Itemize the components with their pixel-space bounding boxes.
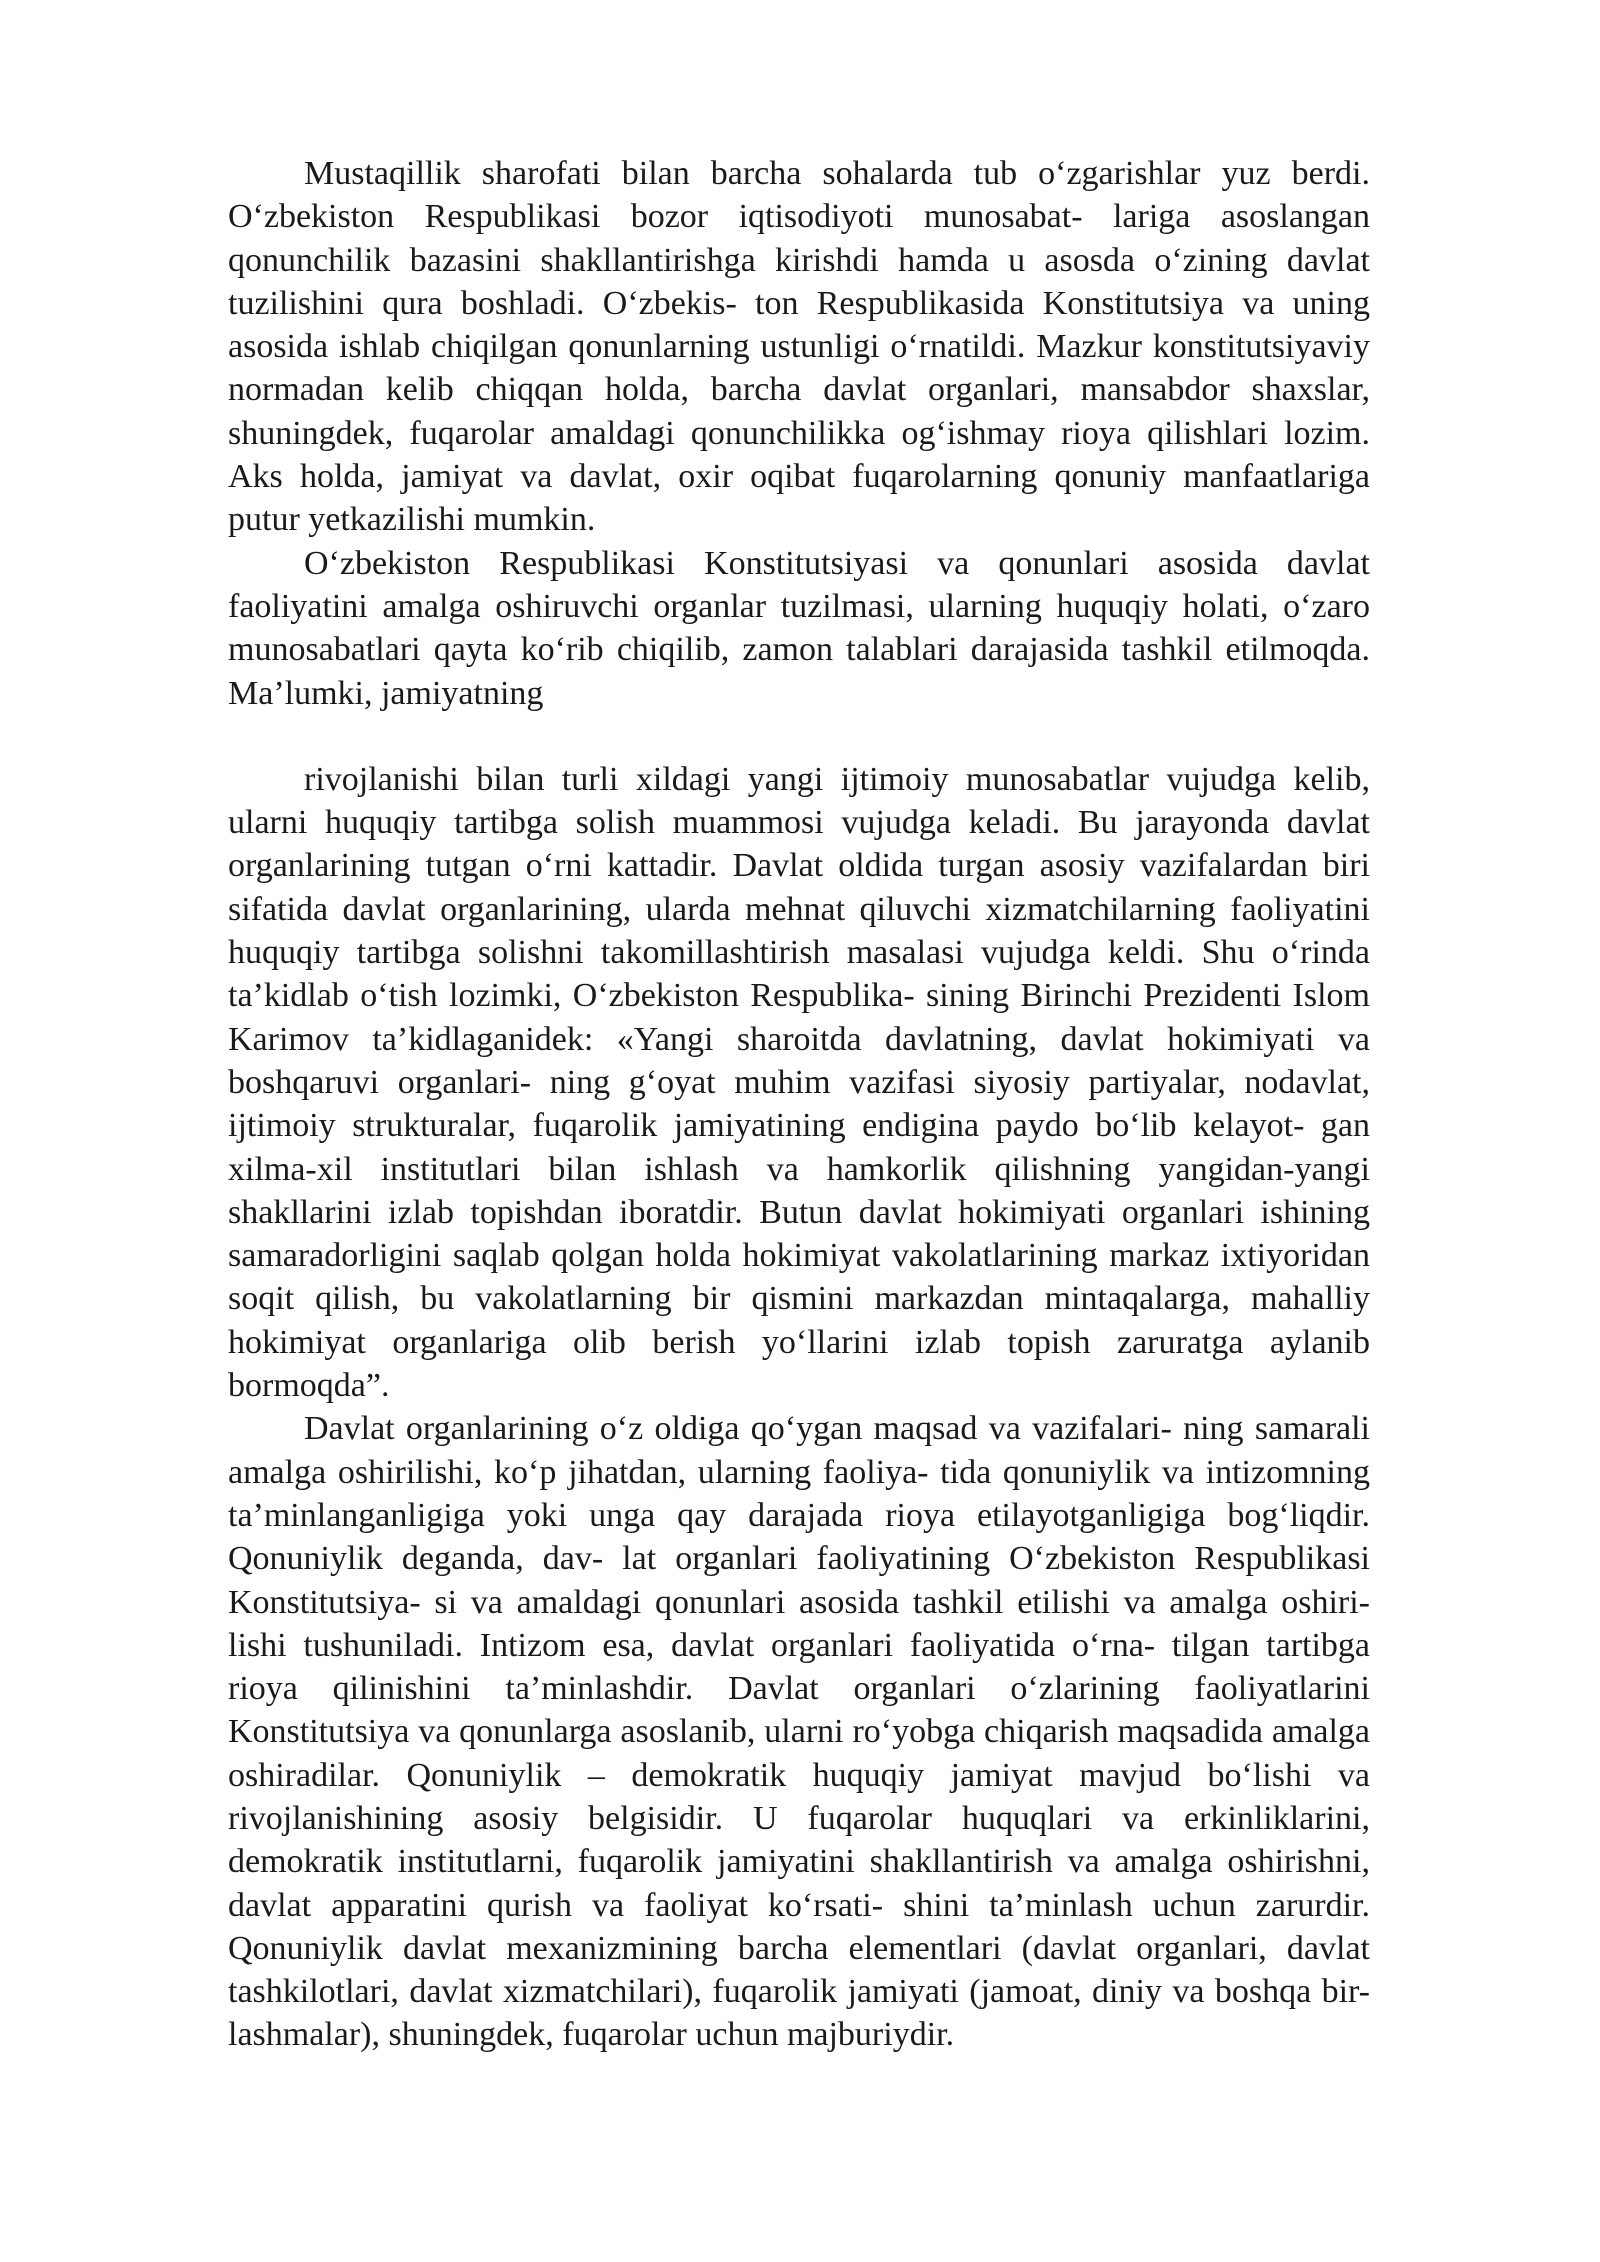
document-body (228, 152, 1370, 2057)
paragraph-2: O‘zbekiston Respublikasi Konstitutsiyasi va qonunlari asosida davlat faoliyatini amalga oshiruvchi organlar tuzilmasi, ularning huquqiy holati, o‘zaro munosabatlari qayta ko‘rib chiqilib, zamon talablari darajasida tashkil etilmoqda. Ma’lumki, jamiyatning (228, 544, 1370, 712)
paragraph-1: Mustaqillik sharofati bilan barcha sohalarda tub o‘zgarishlar yuz berdi. O‘zbekiston Respublikasi bozor iqtisodiyoti munosabat- lariga asoslangan qonunchilik bazasini shakllantirishga kirishdi hamda u asosda o‘zining davlat tuzilishini qura boshladi. O‘zbekis- ton Respublikasida Konstitutsiya va uning asosida ishlab chiqilgan qonunlarning ustunligi o‘rnatildi. Mazkur konstitutsiyaviy normadan kelib chiqqan holda, barcha davlat organlari, mansabdor shaxslar, shuningdek, fuqarolar amaldagi qonunchilikka og‘ishmay rioya qilishlari lozim. Aks holda, jamiyat va davlat, oxir oqibat fuqarolarning qonuniy manfaatlariga putur yetkazilishi mumkin. (228, 155, 1370, 539)
paragraph-4: Davlat organlarining o‘z oldiga qo‘ygan maqsad va vazifalari- ning samarali amalga oshirilishi, ko‘p jihatdan, ularning faoliya- tida qonuniylik va intizomning ta’minlanganligiga yoki unga qay darajada rioya etilayotganligiga bog‘liqdir. Qonuniylik deganda, dav- lat organlari faoliyatining O‘zbekiston Respublikasi Konstitutsiya- si va amaldagi qonunlari asosida tashkil etilishi va amalga oshiri- lishi tushuniladi. Intizom esa, davlat organlari faoliyatida o‘rna- tilgan tartibga rioya qilinishini ta’minlashdir. Davlat organlari o‘zlarining faoliyatlarini Konstitutsiya va qonunlarga asoslanib, ularni ro‘yobga chiqarish maqsadida amalga oshiradilar. Qonuniylik – demokratik huquqiy jamiyat mavjud bo‘lishi va rivojlanishining asosiy belgisidir. U fuqarolar huquqlari va erkinliklarini, demokratik institutlarni, fuqarolik jamiyatini shakllantirish va amalga oshirishni, davlat apparatini qurish va faoliyat ko‘rsati- shini ta’minlash uchun zarurdir. Qonuniylik davlat mexanizmining barcha elementlari (davlat organlari, davlat tashkilotlari, davlat xizmatchilari), fuqarolik jamiyati (jamoat, diniy va boshqa bir- lashmalar), shuningdek, fuqarolar uchun majburiydir. (228, 1410, 1370, 2054)
paragraph-3: rivojlanishi bilan turli xildagi yangi ijtimoiy munosabatlar vujudga kelib, ularni huquqiy tartibga solish muammosi vujudga keladi. Bu jarayonda davlat organlarining tutgan o‘rni kattadir. Davlat oldida turgan asosiy vazifalardan biri sifatida davlat organlarining, ularda mehnat qiluvchi xizmatchilarning faoliyatini huquqiy tartibga solishni takomillashtirish masalasi vujudga keldi. Shu o‘rinda ta’kidlab o‘tish lozimki, O‘zbekiston Respublika- sining Birinchi Prezidenti Islom Karimov ta’kidlaganidek: «Yangi sharoitda davlatning, davlat hokimiyati va boshqaruvi organlari- ning g‘oyat muhim vazifasi siyosiy partiyalar, nodavlat, ijtimoiy strukturalar, fuqarolik jamiyatining endigina paydo bo‘lib kelayot- gan xilma-xil institutlari bilan ishlash va hamkorlik qilishning yangidan-yangi shakllarini izlab topishdan iboratdir. Butun davlat hokimiyati organlari ishining samaradorligini saqlab qolgan holda hokimiyat vakolatlarining markaz ixtiyoridan soqit qilish, bu vakolatlarning bir qismini markazdan mintaqalarga, mahalliy hokimiyat organlariga olib berish yo‘llarini izlab topish zaruratga aylanib bormoqda”. (228, 760, 1370, 1405)
